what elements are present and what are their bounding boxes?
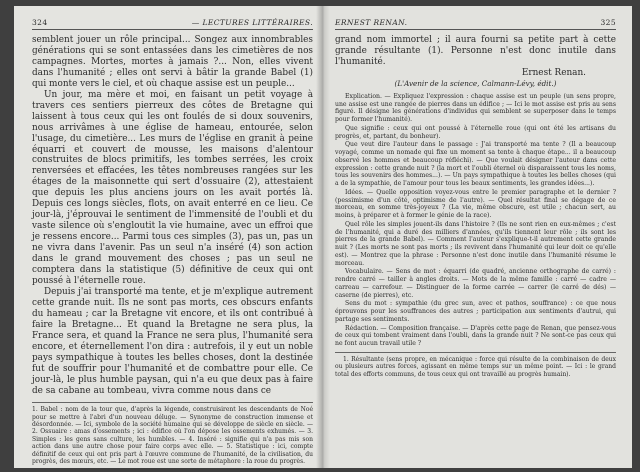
exercise-paragraph: Idées. — Quelle opposition voyez-vous entre le premier paragraphe et le dernier ? (pessimisme d'un côté, optimisme de l'autre). — Quel résultat final se dégage de ce morceau, en somme très-joyeux ? (La vie, même obscure, est utile ; chacun sert, au moins, à préparer et à former le génie de la race). — [335, 188, 616, 220]
right-footnotes — [335, 352, 616, 378]
left-running-head — [32, 18, 313, 30]
source-citation: (L'Avenir de la science, Calmann-Lévy, édit.) — [394, 78, 557, 88]
exercise-paragraph: Que veut dire l'auteur dans le passage : J'ai transporté ma tente ? (Il a beaucoup voyagé, comme un nomade qui fixe un moment sa tente à chaque étape... il a beaucoup observé les hommes et beaucoup réfléchi). — Que voulait désigner l'auteur dans cette expression : cette grande nuit ? (la mort et l'oubli éternel où disparaissent tous les noms, tous les souvenirs des hommes...). — Un pays sympathique à toutes les belles choses (qui a de la sympathie, de l'amour pour tous les beaux sentiments, les grandes idées...). — [335, 141, 616, 188]
left-paragraph: Depuis j'ai transporté ma tente, et je m'explique autrement cette grande nuit. Ils ne sont pas morts, ces obscurs enfants du hameau ; car la Bretagne vit encore, et ils ont contribué à faire la Bretagne... Et quand la Bretagne ne sera plus, la France sera, et quand la France ne sera plus, l'humanité sera encore, et éternellement l'on dira : autrefois, il y eut un noble pays sympathique à toutes les belles choses, dont la destinée fut de souffrir pour l'humanité et de combattre pour elle. Ce jour-là, le plus humble paysan, qui n'a eu que deux pas à faire de sa cabane au tombeau, vivra comme nous dans ce — [32, 286, 313, 396]
left-running-title: — LECTURES LITTÉRAIRES. — [191, 18, 313, 27]
author-signature: Ernest Renan. — [521, 67, 586, 78]
left-footnotes — [32, 402, 313, 465]
left-paragraph: semblent jouer un rôle principal... Songez aux innombrables générations qui se sont entassées dans les cimetières de nos campagnes. Mortes, mortes à jamais ?... Non, elles vivent dans l'humanité ; elles ont servi à bâtir la grande Babel (1) qui monte vers le ciel, et où chaque assise est un peuple... — [32, 35, 313, 89]
left-paragraph: Un jour, ma mère et moi, en faisant un petit voyage à travers ces sentiers pierreux des côtes de Bretagne qui laissent à tous ceux qui les ont foulés de si doux souvenirs, nous arrivâmes à une église de hameau, entourée, selon l'usage, du cimetière... Les murs de l'église en granit à peine équarri et couvert de mousse, les maisons d'alentour construites de blocs primitifs, les tombes serrées, les croix renversées et effacées, les têtes nombreuses rangées sur les étages de la maisonnette qui sert d'ossuaire (2), attestaient que depuis les plus anciens jours on les avait portés là. Depuis ces longs siècles, flots, on avait enterré en ce lieu. Ce jour-là, j'éprouvai le sentiment de l'immensité de l'oubli et du vaste silence où s'engloutit la vie humaine, avec un effroi que je ressens encore... Parmi tous ces simples (3), pas un, pas un ne vivra dans l'avenir. Pas un seul n'a inséré (4) son action dans le grand mouvement des choses ; pas un seul ne comptera dans la statistique (5) définitive de ceux qui ont poussé à l'éternelle roue. — [32, 89, 313, 286]
exercise-paragraph: Rédaction. — Composition française. — D'après cette page de Renan, que pensez-vous de ceux qui tombent vraiment dans l'oubli, dans la grande nuit ? Ne sont-ce pas ceux qui ne font aucun travail utile ? — [335, 324, 616, 348]
left-footnote: 1. Babel : nom de la tour que, d'après la légende, construisirent les descendants de Noé pour se mettre à l'abri d'un nouveau déluge. — Synonyme de construction immense et désordonnée. — Ici, symbole de la société humaine qui se développe de siècle en siècle. — 2. Ossuaire : amas d'ossements ; ici : édifice où l'on dépose les ossements exhumés. — 3. Simples : les gens sans culture, les humbles. — 4. Inséré : signifie qui n'a pas mis son action dans une autre chose pour faire corps avec elle. — 5. Statistique : ici, compte définitif de ceux qui ont pris part à l'œuvre commune de l'humanité, de la civilisation, du progrès, des mœurs, etc. — Le mot roue est une sorte de métaphore : la roue du progrès. — [32, 406, 313, 465]
exercise-paragraph: Sens du mot : sympathie (du grec sun, avec et pathos, souffrance) : ce que nous éprouvons pour les souffrances des autres ; participation aux sentiments d'autrui, qui partage ses sentiments. — [335, 300, 616, 323]
left-body-text — [32, 35, 313, 396]
right-page-content — [335, 18, 616, 460]
exercise-paragraph: Que signifie : ceux qui ont poussé à l'éternelle roue (qui ont été les artisans du progrès, et, partant, du bonheur). — [335, 124, 616, 140]
right-footnote: 1. Résultante (sens propre, en mécanique : force qui résulte de la combinaison de deux ou plusieurs autres forces, agissant en même temps sur un même point. — Ici : le grand total des efforts communs, de tous ceux qui ont travaillé au progrès humain). — [335, 355, 616, 378]
right-running-title: ERNEST RENAN. — [335, 18, 408, 27]
right-running-head — [335, 18, 616, 30]
exercise-paragraph: Vocabulaire. — Sens de mot : équarri (de quadré, ancienne orthographe de carré) : rendre carré — tailler à angles droits. — Mots de la même famille : carré — cadre — carreau — carrefour. — Distinguer de la forme carrée — carrer (le carré de dés) — caserne (de pierres), etc. — [335, 268, 616, 299]
exercises-section — [335, 93, 616, 348]
right-paragraph: grand nom immortel ; il aura fourni sa petite part à cette grande résultante (1). Personne n'est donc inutile dans l'humanité. — [335, 35, 616, 67]
right-page-number: 325 — [600, 18, 616, 27]
left-page-content — [32, 18, 313, 465]
right-body-text — [335, 35, 616, 68]
exercise-paragraph: Quel rôle les simples jouent-ils dans l'histoire ? (Ils ne sont rien en eux-mêmes ; c'est de l'humanité, qui a duré des milliers d'années, qu'ils tiennent leur rôle ; ils sont les pierres de la grande Babel). — Comment l'auteur s'explique-t-il autrement cette grande nuit ? (Les morts ne sont pas morts ; ils revivent dans l'humanité qui leur doit ce qu'elle est). — Montrez que la phrase : Personne n'est donc inutile dans l'humanité résume le morceau. — [335, 220, 616, 267]
right-page — [323, 6, 632, 468]
left-page — [14, 6, 323, 468]
exercise-paragraph: Explication. — Expliquez l'expression : chaque assise est un peuple (un sens propre, une assise est une rangée de pierres dans un édifice ; — Ici le mot assise est pris au sens figuré. Il désigne les générations d'individus qui semblent se superposer dans le temps pour former l'humanité). — [335, 92, 616, 124]
left-page-number: 324 — [32, 18, 48, 27]
